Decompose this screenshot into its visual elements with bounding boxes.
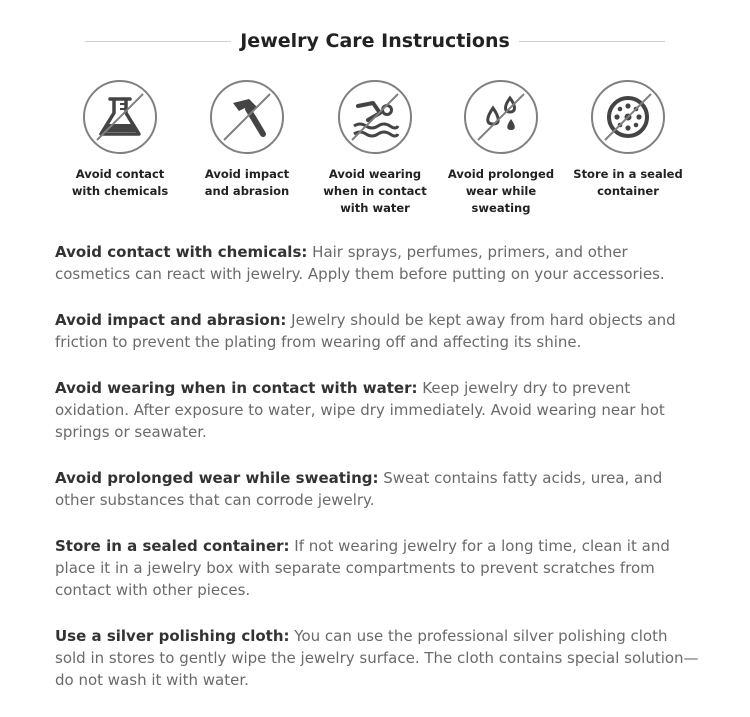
care-icon-item [58, 80, 182, 200]
icon-label: Store in a sealed container [573, 167, 683, 198]
care-instructions-text [55, 241, 700, 715]
instruction-paragraph [55, 377, 700, 443]
care-icon-item [313, 80, 437, 217]
page-title: Jewelry Care Instructions [240, 30, 510, 52]
header-rule-right [519, 41, 665, 42]
instruction-heading: Avoid wearing when in contact with water: [55, 379, 418, 397]
icon-label: Avoid prolonged wear while sweating [447, 167, 555, 215]
care-icon-item [566, 80, 690, 200]
instruction-heading: Use a silver polishing cloth: [55, 627, 290, 645]
instruction-paragraph [55, 535, 700, 601]
hammer-icon [210, 80, 284, 154]
instruction-paragraph [55, 625, 700, 691]
flask-icon [83, 80, 157, 154]
header-rule-left [85, 41, 231, 42]
sealed-container-icon [591, 80, 665, 154]
icon-label: Avoid impact and abrasion [204, 167, 290, 198]
instruction-heading: Avoid contact with chemicals: [55, 243, 308, 261]
instruction-body: Jewelry should be kept away from hard objects and friction to prevent the plating from wearing off and affecting its shine. [55, 311, 676, 351]
care-icons-row [55, 80, 695, 220]
care-icon-item [439, 80, 563, 217]
care-icon-item [185, 80, 309, 200]
instruction-paragraph [55, 241, 700, 285]
swimmer-icon [338, 80, 412, 154]
instruction-heading: Avoid prolonged wear while sweating: [55, 469, 379, 487]
instruction-paragraph [55, 309, 700, 353]
instruction-body: You can use the professional silver polishing cloth sold in stores to gently wipe the jewelry surface. The cloth contains special solution—do not wash it with water. [55, 627, 699, 689]
sweat-drops-icon [464, 80, 538, 154]
page-header [85, 26, 665, 56]
icon-label: Avoid contact with chemicals [71, 167, 169, 198]
instruction-body: Hair sprays, perfumes, primers, and other cosmetics can react with jewelry. Apply them before putting on your accessories. [55, 243, 665, 283]
instruction-body: Sweat contains fatty acids, urea, and other substances that can corrode jewelry. [55, 469, 663, 509]
instruction-paragraph [55, 467, 700, 511]
instruction-body: Keep jewelry dry to prevent oxidation. After exposure to water, wipe dry immediately. Avoid wearing near hot springs or seawater. [55, 379, 665, 441]
instruction-heading: Avoid impact and abrasion: [55, 311, 287, 329]
icon-label: Avoid wearing when in contact with water [323, 167, 427, 215]
instruction-body: If not wearing jewelry for a long time, clean it and place it in a jewelry box with separate compartments to prevent scratches from contact with other pieces. [55, 537, 670, 599]
instruction-heading: Store in a sealed container: [55, 537, 290, 555]
